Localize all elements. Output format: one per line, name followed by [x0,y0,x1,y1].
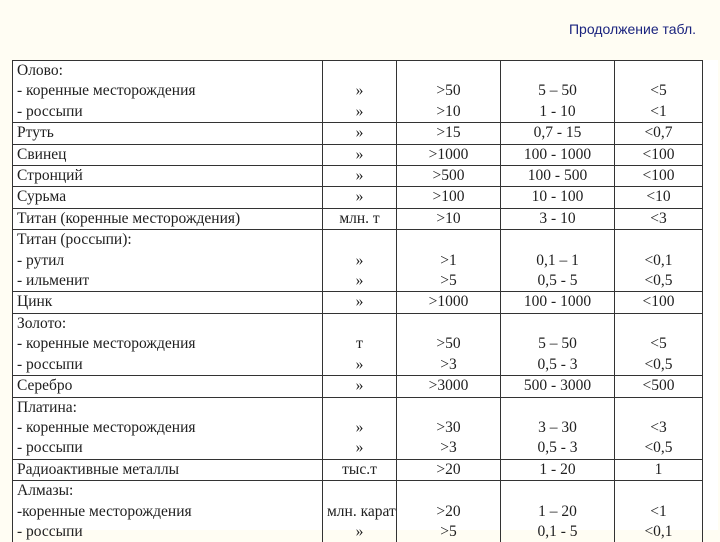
table-row [13,61,703,82]
small-deposit-cell: <10 [615,187,703,208]
large-deposit-cell: >15 [397,123,501,144]
mineral-name-cell: - ильменит [13,271,323,292]
small-deposit-cell [615,230,703,251]
large-deposit-cell: >3 [397,438,501,459]
mineral-name-cell: Титан (коренные месторождения) [13,208,323,229]
medium-deposit-cell: 0,5 - 5 [501,271,615,292]
large-deposit-cell [397,230,501,251]
mineral-name-cell: -коренные месторождения [13,502,323,522]
table-row [13,481,703,502]
unit-cell: » [323,187,397,208]
table-row [13,522,703,542]
small-deposit-cell: <0,1 [615,522,703,542]
large-deposit-cell: >5 [397,271,501,292]
small-deposit-cell: <0,5 [615,271,703,292]
mineral-name-cell: Титан (россыпи): [13,230,323,251]
large-deposit-cell: >1 [397,251,501,271]
small-deposit-cell [615,61,703,82]
large-deposit-cell: >50 [397,81,501,101]
small-deposit-cell [615,481,703,502]
table-row [13,376,703,397]
table-row [13,208,703,229]
table-row [13,418,703,438]
unit-cell [323,397,397,418]
small-deposit-cell: <0,1 [615,251,703,271]
unit-cell: » [323,81,397,101]
mineral-name-cell: - коренные месторождения [13,334,323,354]
medium-deposit-cell: 1 - 10 [501,102,615,123]
large-deposit-cell: >50 [397,334,501,354]
table-row [13,292,703,313]
unit-cell: т [323,334,397,354]
medium-deposit-cell: 10 - 100 [501,187,615,208]
large-deposit-cell: >30 [397,418,501,438]
unit-cell: млн. карат [323,502,397,522]
medium-deposit-cell: 1 – 20 [501,502,615,522]
medium-deposit-cell [501,230,615,251]
medium-deposit-cell: 0,1 - 5 [501,522,615,542]
large-deposit-cell: >10 [397,208,501,229]
mineral-name-cell: Олово: [13,61,323,82]
medium-deposit-cell [501,313,615,334]
medium-deposit-cell: 0,5 - 3 [501,438,615,459]
small-deposit-cell: <1 [615,502,703,522]
small-deposit-cell: <3 [615,418,703,438]
medium-deposit-cell: 3 – 30 [501,418,615,438]
small-deposit-cell: <100 [615,292,703,313]
mineral-name-cell: Золото: [13,313,323,334]
small-deposit-cell: <100 [615,166,703,187]
unit-cell [323,230,397,251]
unit-cell: » [323,376,397,397]
unit-cell: » [323,144,397,165]
mineral-name-cell: Свинец [13,144,323,165]
small-deposit-cell: 1 [615,459,703,480]
medium-deposit-cell: 500 - 3000 [501,376,615,397]
mineral-name-cell: - россыпи [13,102,323,123]
table-continuation-caption: Продолжение табл. [569,21,696,37]
table-row [13,102,703,123]
small-deposit-cell: <0,5 [615,438,703,459]
medium-deposit-cell: 5 – 50 [501,81,615,101]
small-deposit-cell [615,313,703,334]
large-deposit-cell: >1000 [397,144,501,165]
large-deposit-cell: >3 [397,355,501,376]
unit-cell: » [323,418,397,438]
unit-cell: тыс.т [323,459,397,480]
mineral-name-cell: Платина: [13,397,323,418]
table-row [13,144,703,165]
unit-cell [323,481,397,502]
small-deposit-cell [615,397,703,418]
table-row [13,355,703,376]
table-row [13,166,703,187]
unit-cell: » [323,438,397,459]
deposits-table-body [13,61,703,542]
small-deposit-cell: <0,5 [615,355,703,376]
mineral-name-cell: Сурьма [13,187,323,208]
large-deposit-cell: >3000 [397,376,501,397]
small-deposit-cell: <3 [615,208,703,229]
small-deposit-cell: <5 [615,334,703,354]
large-deposit-cell: >100 [397,187,501,208]
mineral-name-cell: - рутил [13,251,323,271]
medium-deposit-cell: 5 – 50 [501,334,615,354]
large-deposit-cell: >20 [397,502,501,522]
small-deposit-cell: <5 [615,81,703,101]
small-deposit-cell: <100 [615,144,703,165]
table-row [13,438,703,459]
unit-cell: » [323,251,397,271]
unit-cell: млн. т [323,208,397,229]
table-row [13,187,703,208]
mineral-name-cell: - россыпи [13,438,323,459]
table-row [13,251,703,271]
mineral-name-cell: - россыпи [13,355,323,376]
unit-cell [323,313,397,334]
mineral-name-cell: Радиоактивные металлы [13,459,323,480]
large-deposit-cell: >20 [397,459,501,480]
large-deposit-cell [397,313,501,334]
table-row [13,397,703,418]
mineral-name-cell: Ртуть [13,123,323,144]
large-deposit-cell [397,397,501,418]
small-deposit-cell: <0,7 [615,123,703,144]
unit-cell: » [323,522,397,542]
large-deposit-cell: >500 [397,166,501,187]
large-deposit-cell: >10 [397,102,501,123]
large-deposit-cell [397,61,501,82]
table-row [13,271,703,292]
table-row [13,81,703,101]
unit-cell: » [323,102,397,123]
small-deposit-cell: <500 [615,376,703,397]
medium-deposit-cell: 0,7 - 15 [501,123,615,144]
large-deposit-cell [397,481,501,502]
medium-deposit-cell: 3 - 10 [501,208,615,229]
table-row [13,459,703,480]
unit-cell: » [323,166,397,187]
unit-cell [323,61,397,82]
deposits-table [12,60,703,542]
table-row [13,313,703,334]
mineral-name-cell: - коренные месторождения [13,418,323,438]
medium-deposit-cell: 100 - 1000 [501,144,615,165]
mineral-name-cell: - коренные месторождения [13,81,323,101]
unit-cell: » [323,271,397,292]
table-row [13,123,703,144]
medium-deposit-cell [501,397,615,418]
large-deposit-cell: >1000 [397,292,501,313]
unit-cell: » [323,123,397,144]
mineral-name-cell: - россыпи [13,522,323,542]
medium-deposit-cell: 1 - 20 [501,459,615,480]
unit-cell: » [323,355,397,376]
mineral-name-cell: Стронций [13,166,323,187]
medium-deposit-cell [501,481,615,502]
medium-deposit-cell: 0,1 – 1 [501,251,615,271]
table-row [13,334,703,354]
unit-cell: » [323,292,397,313]
mineral-name-cell: Цинк [13,292,323,313]
small-deposit-cell: <1 [615,102,703,123]
medium-deposit-cell: 100 - 500 [501,166,615,187]
mineral-name-cell: Алмазы: [13,481,323,502]
large-deposit-cell: >5 [397,522,501,542]
table-row [13,230,703,251]
table-sheet [12,60,718,530]
table-row [13,502,703,522]
medium-deposit-cell: 100 - 1000 [501,292,615,313]
mineral-name-cell: Серебро [13,376,323,397]
medium-deposit-cell: 0,5 - 3 [501,355,615,376]
medium-deposit-cell [501,61,615,82]
